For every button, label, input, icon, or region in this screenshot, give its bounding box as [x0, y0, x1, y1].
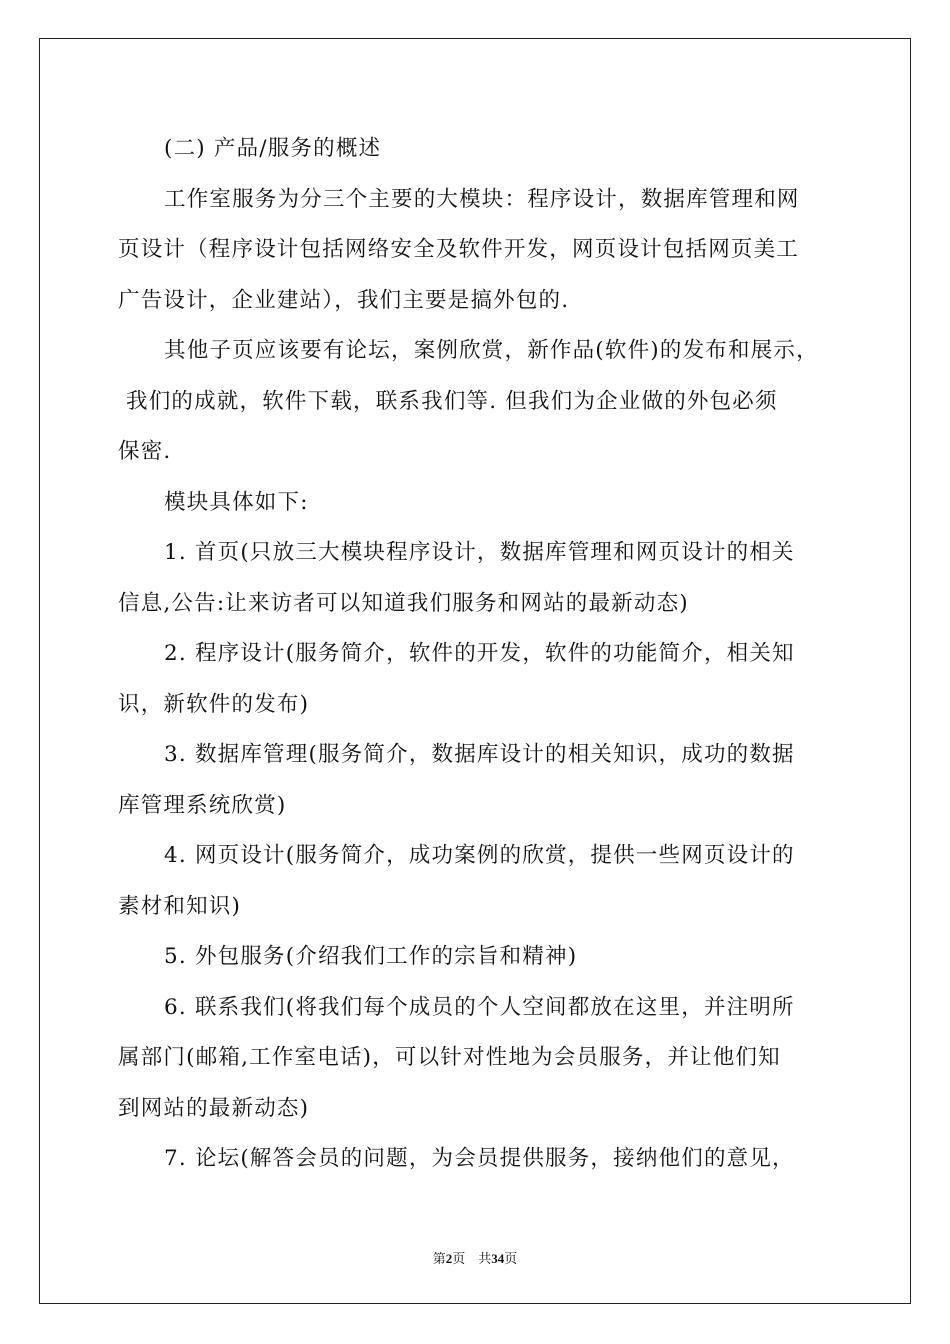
list-item-continuation: 属部门(邮箱,工作室电话)，可以针对性地为会员服务，并让他们知	[118, 1045, 781, 1070]
list-item-continuation: 素材和知识)	[118, 893, 242, 919]
paragraph-line: 广告设计，企业建站），我们主要是搞外包的.	[118, 287, 570, 313]
paragraph-line: 其他子页应该要有论坛，案例欣赏，新作品(软件)的发布和展示，	[164, 338, 819, 363]
list-item: 3. 数据库管理(服务简介，数据库设计的相关知识，成功的数据	[164, 742, 795, 767]
list-item: 6. 联系我们(将我们每个成员的个人空间都放在这里，并注明所	[164, 994, 795, 1020]
page-footer	[0, 1248, 950, 1267]
list-item-continuation: 到网站的最新动态)	[118, 1095, 310, 1121]
document-body	[118, 124, 838, 1185]
paragraph-line: 页设计（程序设计包括网络安全及软件开发，网页设计包括网页美工	[118, 237, 800, 262]
list-item-continuation: 信息,公告:让来访者可以知道我们服务和网站的最新动态)	[118, 590, 689, 616]
paragraph-line: 我们的成就，软件下载，联系我们等. 但我们为企业做的外包必须	[118, 388, 778, 414]
footer-current-page: 2	[445, 1251, 453, 1266]
footer-total-pages: 34	[491, 1251, 505, 1266]
list-item: 4. 网页设计(服务简介，成功案例的欣赏，提供一些网页设计的	[164, 843, 795, 868]
list-item-continuation: 库管理系统欣赏)	[118, 792, 287, 818]
paragraph-line: 保密.	[118, 439, 172, 464]
list-item: 2. 程序设计(服务简介，软件的开发，软件的功能简介，相关知	[164, 641, 795, 666]
paragraph-line: 模块具体如下:	[164, 489, 309, 515]
footer-prefix: 第	[432, 1252, 446, 1267]
list-item: 7. 论坛(解答会员的问题，为会员提供服务，接纳他们的意见，	[164, 1146, 795, 1171]
section-title: (二) 产品/服务的概述	[164, 136, 382, 161]
list-item-continuation: 识，新软件的发布)	[118, 691, 310, 717]
footer-mid: 页 共	[452, 1252, 492, 1267]
footer-suffix: 页	[504, 1252, 518, 1267]
paragraph-line: 工作室服务为分三个主要的大模块：程序设计，数据库管理和网	[164, 186, 800, 212]
list-item: 5. 外包服务(介绍我们工作的宗旨和精神)	[164, 944, 578, 969]
list-item: 1. 首页(只放三大模块程序设计，数据库管理和网页设计的相关	[164, 540, 795, 565]
